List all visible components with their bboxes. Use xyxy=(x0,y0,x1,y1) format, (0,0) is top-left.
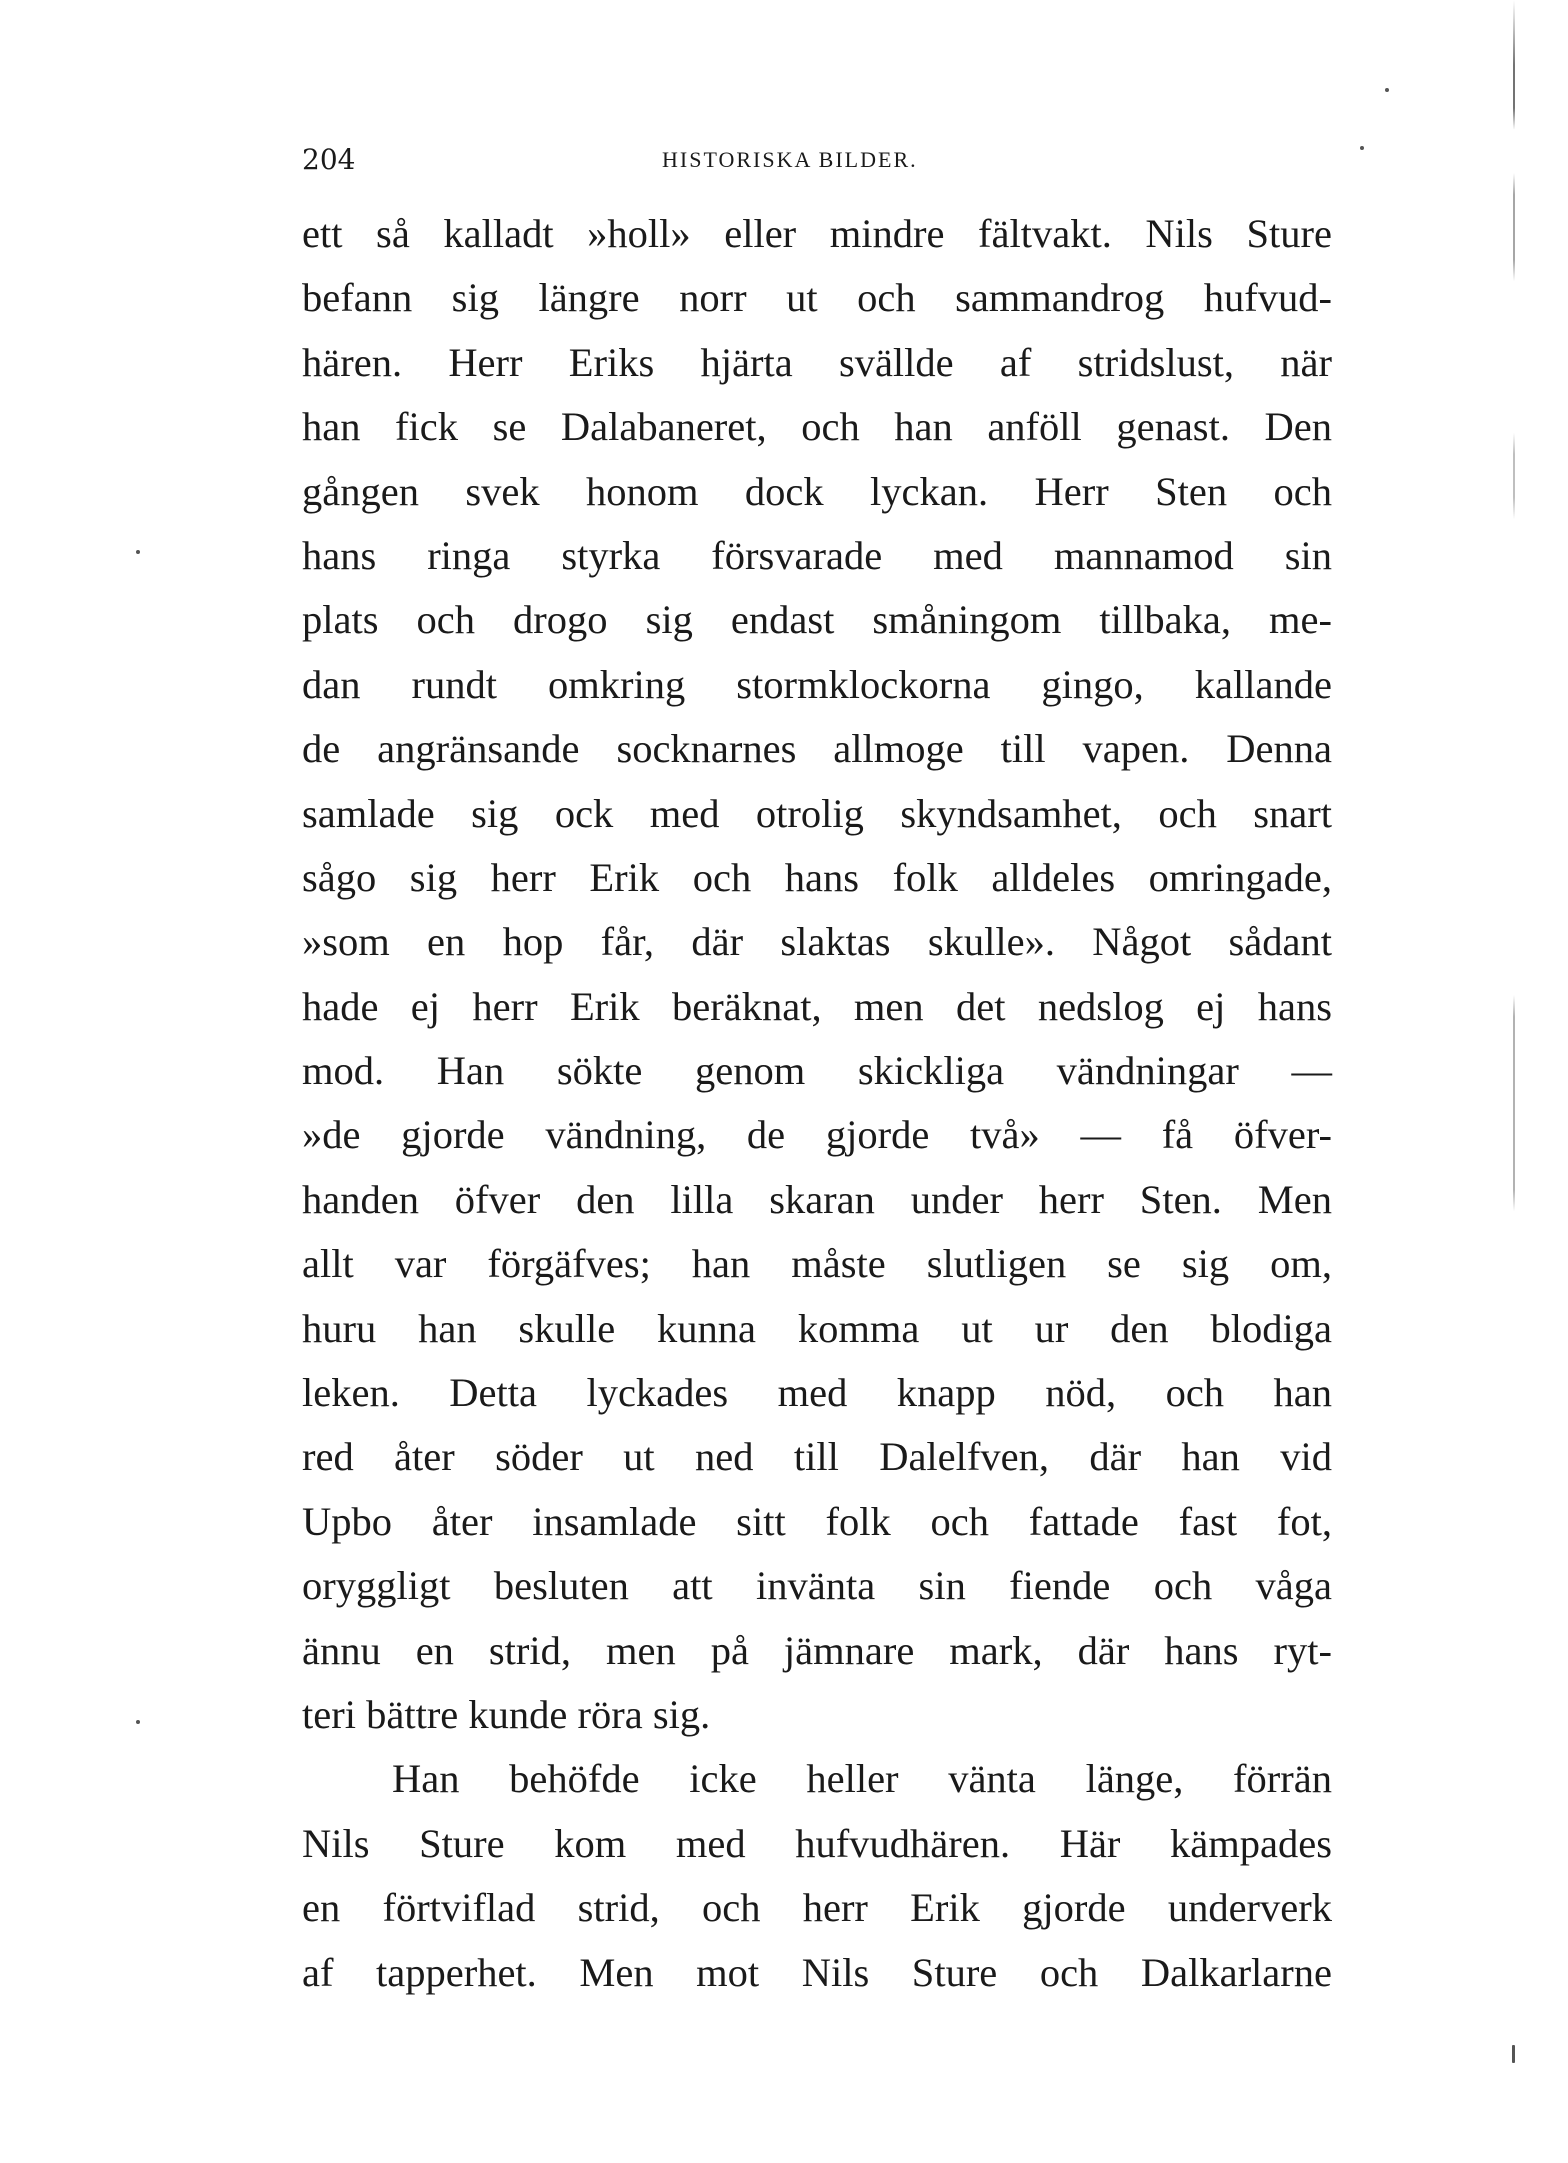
text-line: handen öfver den lilla skaran under herr Sten. Men xyxy=(302,1176,1332,1222)
text-line: samlade sig ock med otrolig skyndsamhet, och snart xyxy=(302,790,1332,836)
scan-speck xyxy=(1512,2045,1515,2063)
paragraph-2 xyxy=(302,1747,1332,2005)
text-line: befann sig längre norr ut och sammandrog hufvud- xyxy=(302,275,1332,321)
scan-speck xyxy=(136,550,140,554)
paragraph-1 xyxy=(302,202,1332,1747)
text-line: han fick se Dalabaneret, och han anföll genast. Den xyxy=(302,404,1332,450)
text-line: mod. Han sökte genom skickliga vändningar — xyxy=(302,1048,1332,1094)
text-line: teri bättre kunde röra sig. xyxy=(302,1691,711,1737)
text-line: dan rundt omkring stormklockorna gingo, kallande xyxy=(302,661,1332,707)
text-line: »de gjorde vändning, de gjorde två» — få öfver- xyxy=(302,1112,1332,1158)
text-line: ett så kalladt »holl» eller mindre fältvakt. Nils Sture xyxy=(302,211,1332,256)
text-line: hären. Herr Eriks hjärta svällde af stridslust, när xyxy=(302,339,1332,385)
text-line: ännu en strid, men på jämnare mark, där hans ryt- xyxy=(302,1627,1332,1673)
text-line: allt var förgäfves; han måste slutligen se sig om, xyxy=(302,1241,1332,1287)
text-line: red åter söder ut ned till Dalelfven, där han vid xyxy=(302,1434,1332,1480)
body-text xyxy=(302,202,1332,2005)
text-line: hade ej herr Erik beräknat, men det nedslog ej hans xyxy=(302,983,1332,1029)
text-line: en förtviflad strid, och herr Erik gjorde underverk xyxy=(302,1885,1332,1931)
page-number: 204 xyxy=(302,143,356,176)
text-line: hans ringa styrka försvarade med mannamod sin xyxy=(302,532,1332,578)
text-line: af tapperhet. Men mot Nils Sture och Dalkarlarne xyxy=(302,1949,1332,1995)
scan-edge-shadow xyxy=(1513,0,1515,2163)
scan-speck xyxy=(1385,88,1389,92)
text-line: huru han skulle kunna komma ut ur den blodiga xyxy=(302,1305,1332,1351)
scan-speck xyxy=(1360,146,1364,150)
text-line: oryggligt besluten att invänta sin fiende och våga xyxy=(302,1563,1332,1609)
text-line: Upbo åter insamlade sitt folk och fattade fast fot, xyxy=(302,1498,1332,1544)
scan-speck xyxy=(136,1720,140,1724)
text-line: plats och drogo sig endast småningom tillbaka, me- xyxy=(302,597,1332,643)
text-line: Han behöfde icke heller vänta länge, förrän xyxy=(392,1756,1332,1802)
text-line: gången svek honom dock lyckan. Herr Sten och xyxy=(302,468,1332,514)
text-line: »som en hop får, där slaktas skulle». Något sådant xyxy=(302,919,1332,965)
text-line: de angränsande socknarnes allmoge till vapen. Denna xyxy=(302,726,1332,772)
running-title: HISTORISKA BILDER. xyxy=(662,147,918,172)
text-line: leken. Detta lyckades med knapp nöd, och han xyxy=(302,1370,1332,1416)
text-line: sågo sig herr Erik och hans folk alldeles omringade, xyxy=(302,854,1332,900)
text-line: Nils Sture kom med hufvudhären. Här kämpades xyxy=(302,1820,1332,1866)
running-head xyxy=(302,140,1332,180)
